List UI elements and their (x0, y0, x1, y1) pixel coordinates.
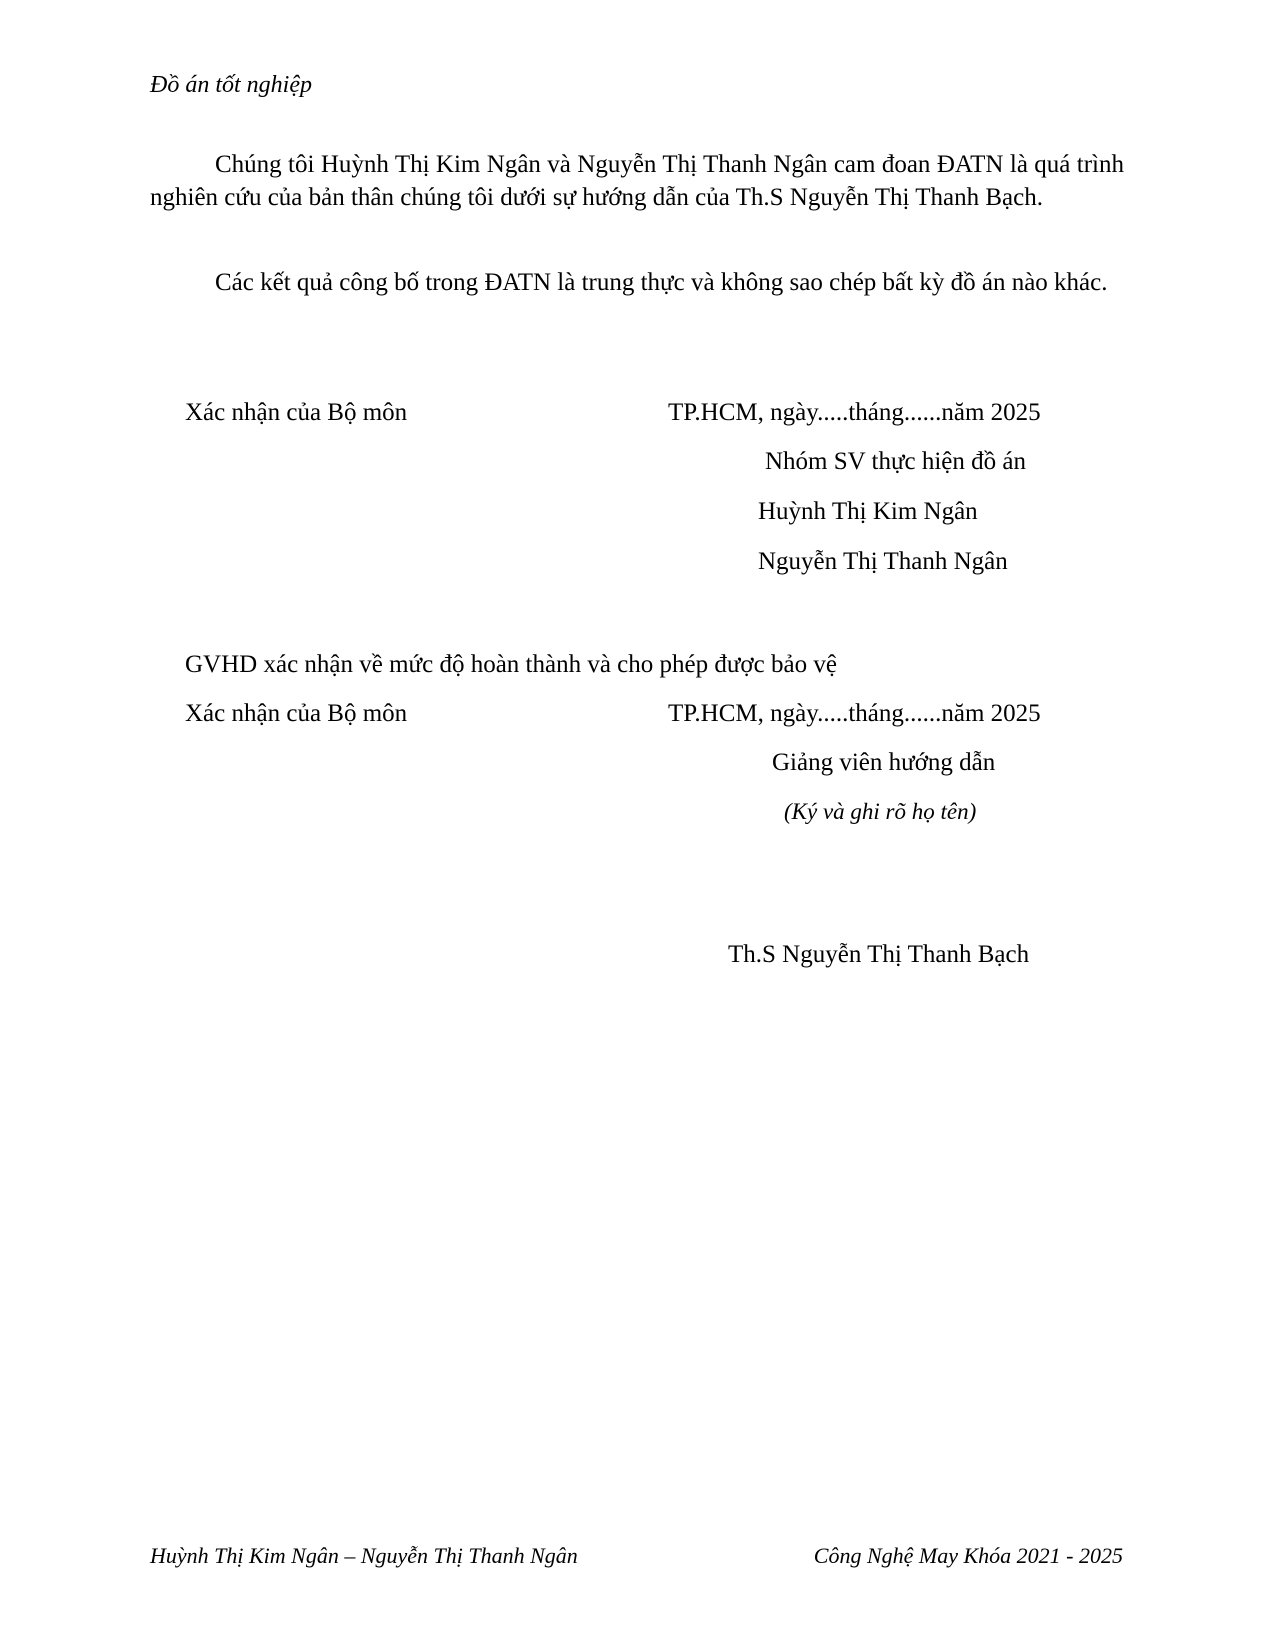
department-confirmation-label-2: Xác nhận của Bộ môn (185, 700, 408, 727)
student-name-1: Huỳnh Thị Kim Ngân (758, 498, 978, 525)
supervisor-statement: GVHD xác nhận về mức độ hoàn thành và cho phép được bảo vệ (185, 651, 837, 678)
department-confirmation-label: Xác nhận của Bộ môn (185, 399, 408, 426)
supervisor-role-label: Giảng viên hướng dẫn (772, 749, 996, 776)
supervisor-name: Th.S Nguyễn Thị Thanh Bạch (728, 941, 1030, 968)
page-header-title: Đồ án tốt nghiệp (150, 72, 312, 98)
commitment-paragraph: Chúng tôi Huỳnh Thị Kim Ngân và Nguyễn Thị Thanh Ngân cam đoan ĐATN là quá trình nghiên cứu của bản thân chúng tôi dưới sự hướng dẫn của Th.S Nguyễn Thị Thanh Bạch. (150, 151, 1124, 211)
date-line: TP.HCM, ngày.....tháng......năm 2025 (668, 399, 1041, 426)
student-name-2: Nguyễn Thị Thanh Ngân (758, 548, 1008, 575)
date-line-2: TP.HCM, ngày.....tháng......năm 2025 (668, 700, 1041, 727)
footer-program: Công Nghệ May Khóa 2021 - 2025 (813, 1543, 1123, 1568)
honesty-paragraph: Các kết quả công bố trong ĐATN là trung thực và không sao chép bất kỳ đồ án nào khác. (215, 269, 1108, 296)
student-group-label: Nhóm SV thực hiện đồ án (765, 448, 1026, 475)
footer-authors: Huỳnh Thị Kim Ngân – Nguyễn Thị Thanh Ngân (150, 1543, 578, 1568)
signature-note: (Ký và ghi rõ họ tên) (784, 799, 977, 824)
